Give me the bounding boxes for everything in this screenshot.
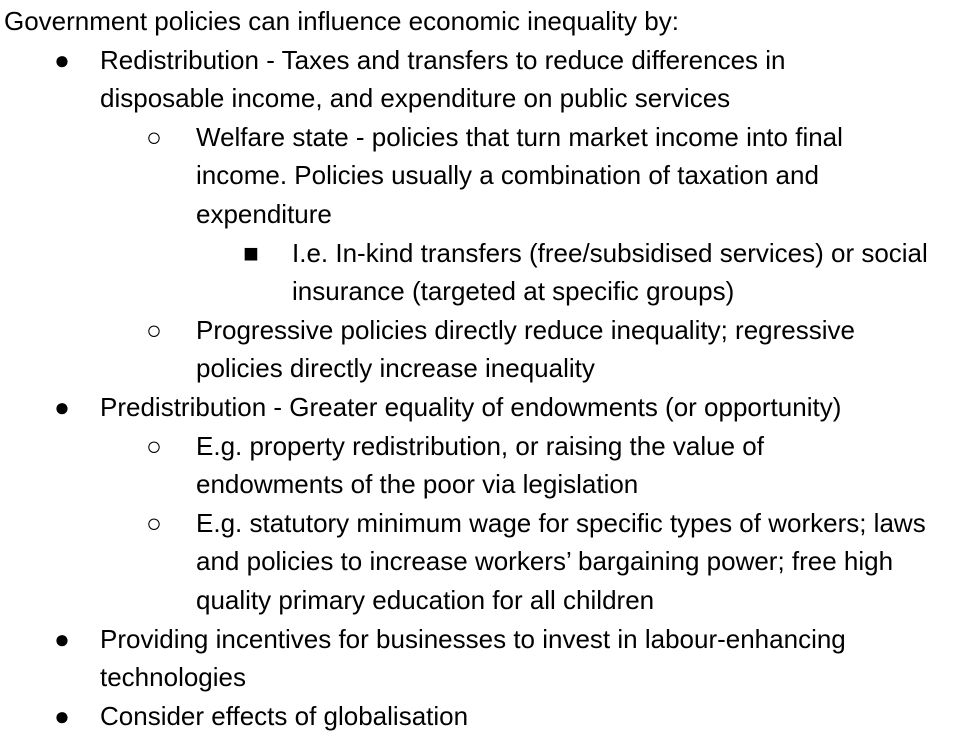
bullet-circle-icon: ○ [146,507,162,538]
bullet-circle-icon: ○ [146,430,162,461]
list-item-text: E.g. property redistribution, or raising the value of endowments of the poor via legislation [196,430,764,500]
bullet-list [0,41,974,736]
list-item-text: I.e. In-kind transfers (free/subsidised services) or social insurance (targeted at specific groups) [292,237,928,307]
list-item-text: Welfare state - policies that turn market income into final income. Policies usually a combination of taxation and expenditure [196,121,843,229]
list-item-text: E.g. statutory minimum wage for specific types of workers; laws and policies to increase workers’ bargaining power; free high quality primary education for all children [196,507,926,615]
bullet-square-icon: ■ [243,237,259,268]
sub-list [96,118,974,388]
bullet-dot-icon: ● [54,623,70,654]
list-item-welfare-state [96,118,974,311]
bullet-circle-icon: ○ [146,314,162,345]
list-item-property-redistribution [96,427,974,504]
list-item-minimum-wage [96,504,974,620]
intro-line: Government policies can influence economic inequality by: [4,6,679,36]
list-item-incentives [0,620,974,697]
bullet-dot-icon: ● [54,700,70,731]
list-item-text: Predistribution - Greater equality of endowments (or opportunity) [100,391,842,422]
bullet-circle-icon: ○ [146,121,162,152]
list-item-globalisation [0,697,974,736]
list-item-redistribution [0,41,974,388]
list-item-in-kind-transfers [196,234,974,311]
sub-sub-list [196,234,974,311]
list-item-text: Providing incentives for businesses to invest in labour-enhancing technologies [100,623,846,693]
list-item-text: Progressive policies directly reduce inequality; regressive policies directly increase inequality [196,314,855,384]
bullet-dot-icon: ● [54,44,70,75]
list-item-predistribution [0,388,974,620]
bullet-dot-icon: ● [54,391,70,422]
list-item-progressive-policies [96,311,974,388]
sub-list [96,427,974,620]
list-item-text: Consider effects of globalisation [100,700,469,731]
list-item-text: Redistribution - Taxes and transfers to reduce differences in disposable income, and expenditure on public services [100,44,786,114]
